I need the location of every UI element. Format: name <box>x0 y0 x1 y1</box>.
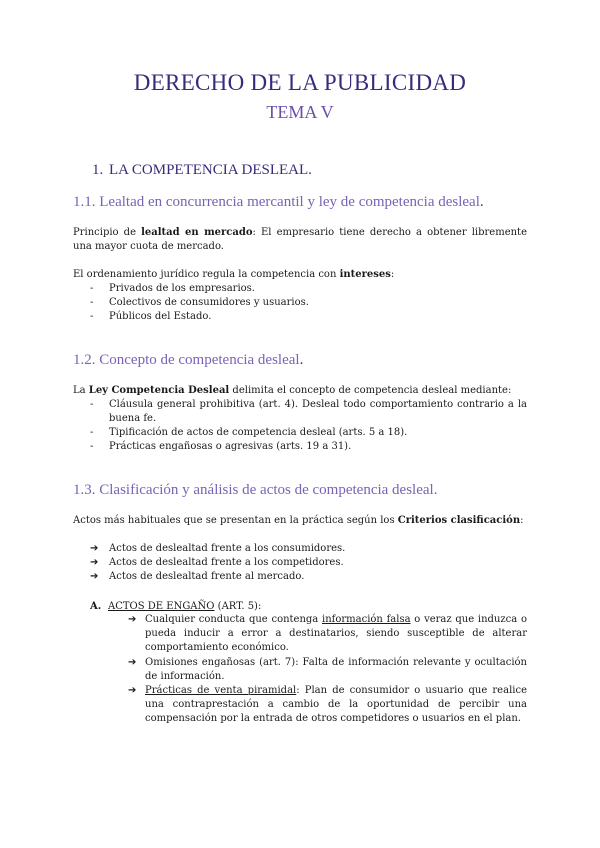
list-item-text: Actos de deslealtad frente a los competidores. <box>109 557 344 568</box>
text: delimita el concepto de competencia desleal mediante: <box>229 385 512 396</box>
list-item <box>90 426 527 440</box>
section-1-2-title-end: . <box>299 352 304 368</box>
text: : El empresario tiene derecho a obtener libremente una mayor cuota de mercado. <box>73 227 527 252</box>
list-item-text: Colectivos de consumidores y usuarios. <box>109 297 309 308</box>
section-1-heading <box>92 162 312 179</box>
underlined-term: Prácticas de venta piramidal <box>145 685 297 696</box>
bold-term: Criterios clasificación <box>397 515 521 526</box>
list-item-text: Actos de deslealtad frente al mercado. <box>109 571 305 582</box>
text: El ordenamiento jurídico regula la competencia con <box>73 269 340 280</box>
section-1-3-heading: 1.3. Clasificación y análisis de actos de competencia desleal. <box>73 482 438 498</box>
bold-term: lealtad en mercado <box>141 227 253 238</box>
list-item <box>90 440 527 454</box>
section-1-1-title: 1.1. Lealtad en concurrencia mercantil y ley de competencia desleal <box>73 194 480 210</box>
list-item-text: Actos de deslealtad frente a los consumidores. <box>109 543 346 554</box>
paragraph-intereses <box>73 268 527 282</box>
paragraph-lealtad <box>73 226 527 254</box>
text: Actos más habituales que se presentan en la práctica según los <box>73 515 398 526</box>
dash-marker: - <box>90 297 94 308</box>
text: : <box>390 269 395 280</box>
dash-marker: - <box>90 427 94 438</box>
list-item <box>90 282 527 296</box>
section-1-2-heading <box>73 352 303 369</box>
arrow-icon: ➔ <box>90 543 99 554</box>
bold-term: Ley Competencia Desleal <box>88 385 230 396</box>
subsection-title-rest: (ART. 5): <box>214 601 262 612</box>
dash-marker: - <box>90 441 94 452</box>
section-1-1-heading <box>73 194 484 211</box>
arrow-icon: ➔ <box>90 557 99 568</box>
list-item-text: Tipificación de actos de competencia desleal (arts. 5 a 18). <box>109 427 408 438</box>
list-item <box>128 613 527 655</box>
subsection-a-heading <box>90 600 261 614</box>
list-item <box>90 556 344 570</box>
list-item <box>90 570 304 584</box>
paragraph-criterios <box>73 514 527 528</box>
text: o veraz que induzca o pueda inducir a error a destinatarios, siendo susceptible de alterar comportamiento económico. <box>145 614 527 653</box>
arrow-icon: ➔ <box>128 657 137 668</box>
text: : <box>520 515 524 526</box>
list-item-text <box>145 613 527 655</box>
subsection-title: ACTOS DE ENGAÑO <box>108 601 215 612</box>
text: Principio de <box>73 227 142 238</box>
arrow-icon: ➔ <box>128 614 137 625</box>
paragraph-ley <box>73 384 527 398</box>
document-subtitle: TEMA V <box>266 102 334 122</box>
bold-term: intereses <box>339 269 391 280</box>
subsection-letter: A. <box>90 601 102 612</box>
list-item <box>128 684 527 726</box>
list-item <box>90 398 527 426</box>
section-1-title: LA COMPETENCIA DESLEAL. <box>109 162 312 178</box>
document-title: DERECHO DE LA PUBLICIDAD <box>133 70 467 95</box>
text: Cualquier conducta que contenga <box>145 614 323 625</box>
text: La <box>73 385 89 396</box>
section-1-1-title-end: . <box>479 194 484 210</box>
underlined-term: información falsa <box>322 614 411 625</box>
section-1-2-title: 1.2. Concepto de competencia desleal <box>73 352 300 368</box>
dash-marker: - <box>90 399 94 410</box>
list-item-text: Privados de los empresarios. <box>109 283 255 294</box>
list-item-text <box>145 684 527 726</box>
arrow-icon: ➔ <box>90 571 99 582</box>
list-item <box>90 296 527 310</box>
list-item-text: Omisiones engañosas (art. 7): Falta de información relevante y ocultación de información. <box>145 657 527 682</box>
list-item <box>90 542 345 556</box>
text: : Plan de consumidor o usuario que realice una contraprestación a cambio de la oportunidad de percibir una compensación por la entrada de otros competidores o usuarios en el plan. <box>145 685 527 724</box>
dash-marker: - <box>90 311 94 322</box>
list-item-text: Prácticas engañosas o agresivas (arts. 19 a 31). <box>109 441 352 452</box>
list-item-text: Públicos del Estado. <box>109 311 212 322</box>
section-1-number: 1. <box>92 162 104 178</box>
list-item <box>90 310 527 324</box>
dash-marker: - <box>90 283 94 294</box>
list-item <box>128 656 527 684</box>
arrow-icon: ➔ <box>128 685 137 696</box>
list-item-text: Cláusula general prohibitiva (art. 4). Desleal todo comportamiento contrario a la buena fe. <box>109 399 527 424</box>
